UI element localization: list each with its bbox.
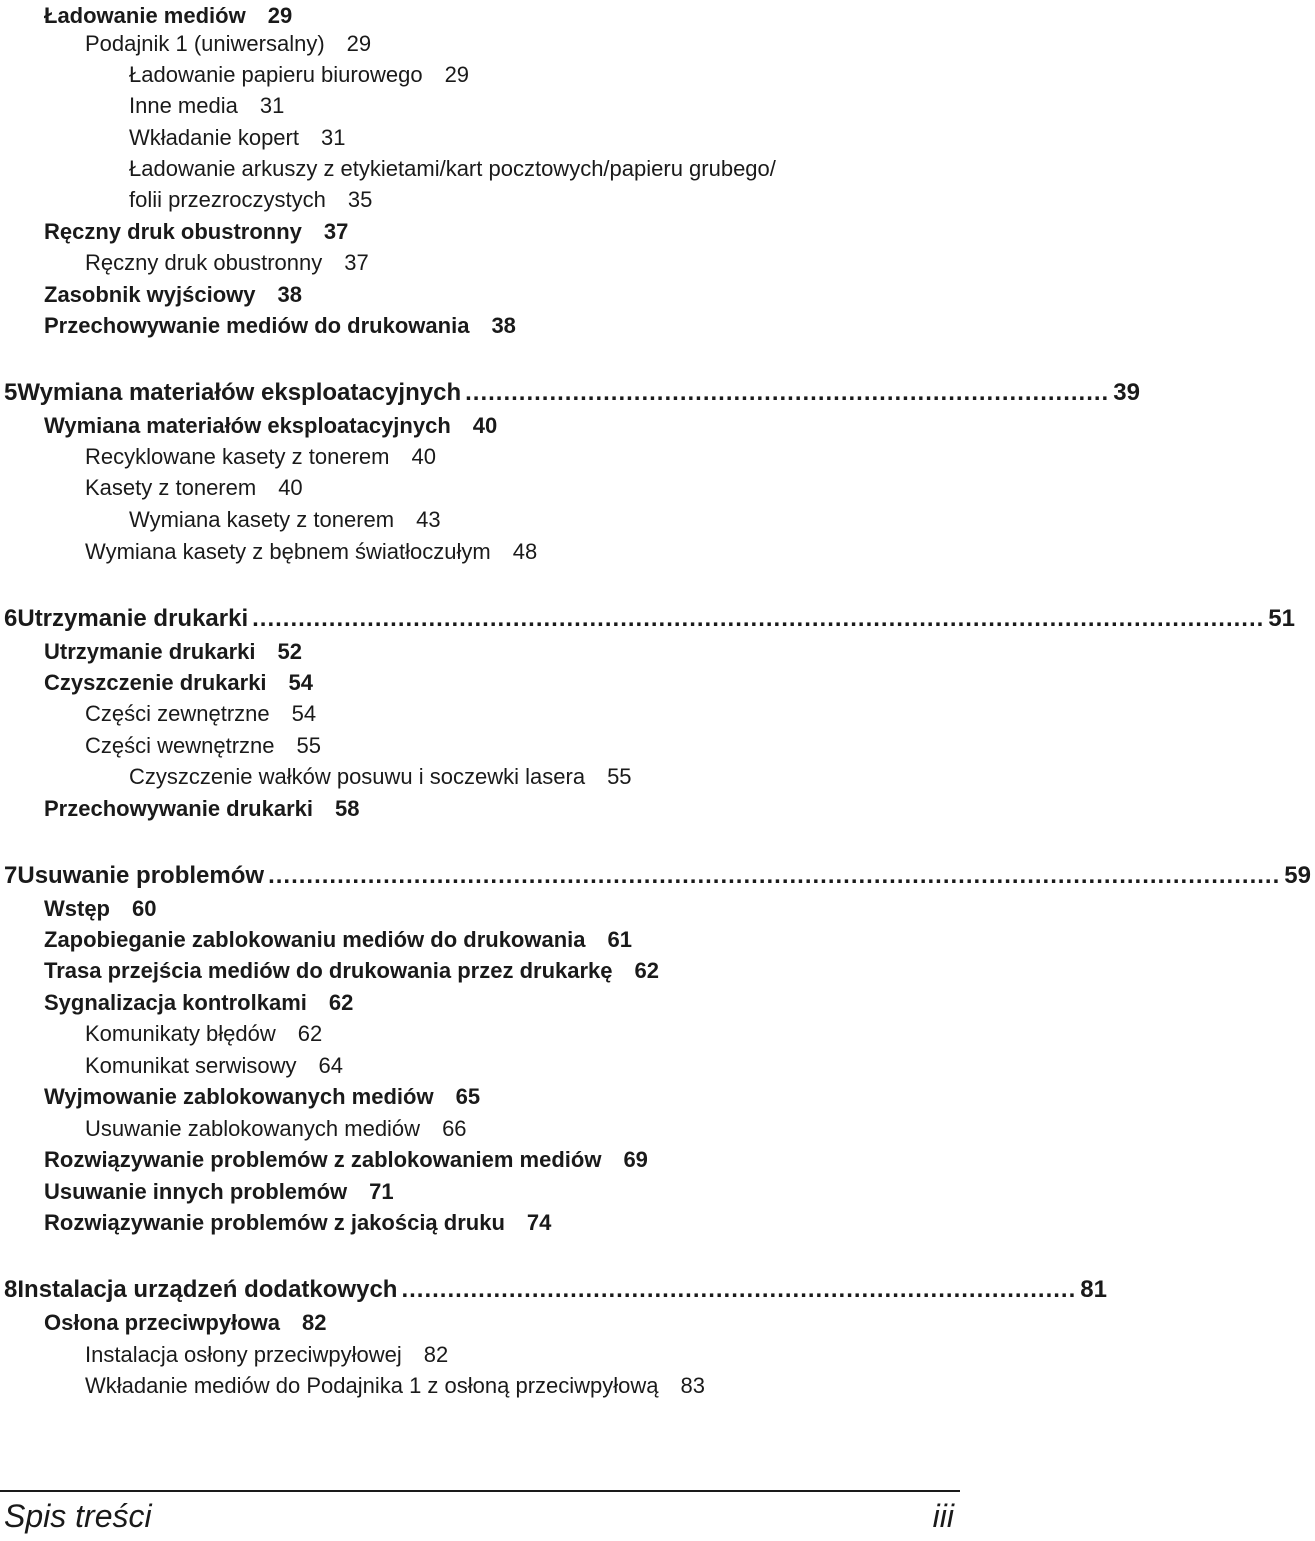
toc-entry-title: Części wewnętrzne — [85, 733, 275, 758]
toc-entry-page: 62 — [328, 990, 354, 1015]
toc-entry-page: 54 — [291, 701, 317, 726]
toc-entry-title: Ładowanie papieru biurowego — [129, 62, 423, 87]
toc-entry-page: 40 — [472, 413, 498, 438]
toc-entry-title: Utrzymanie drukarki — [44, 639, 256, 664]
toc-entry[interactable] — [0, 28, 960, 59]
toc-entry[interactable] — [0, 279, 960, 310]
toc-entry-title: Kasety z tonerem — [85, 475, 257, 500]
toc-entry-page: 61 — [607, 927, 632, 952]
toc-entry-page: 38 — [491, 313, 516, 338]
dot-leader: .................................................................................................................................... — [268, 862, 1281, 889]
toc-entry-page: 54 — [288, 670, 314, 695]
toc-entry[interactable] — [0, 1339, 960, 1370]
chapter-title: Instalacja urządzeń dodatkowych — [17, 1276, 398, 1303]
toc-entry-title: Instalacja osłony przeciwpyłowej — [85, 1342, 402, 1367]
toc-entry[interactable] — [0, 1050, 960, 1081]
toc-entry[interactable] — [0, 698, 960, 729]
toc-entry-page: 69 — [623, 1147, 648, 1172]
toc-entry-title: Komunikaty błędów — [85, 1021, 276, 1046]
toc-entry-title: Usuwanie innych problemów — [44, 1179, 348, 1204]
toc-entry[interactable] — [0, 1113, 960, 1144]
chapter-title: Wymiana materiałów eksploatacyjnych — [17, 379, 462, 406]
toc-entry-title: Przechowywanie mediów do drukowania — [44, 313, 470, 338]
toc-entry-title: Osłona przeciwpyłowa — [44, 1310, 280, 1335]
toc-entry[interactable] — [0, 472, 960, 503]
toc-entry-title: Ładowanie arkuszy z etykietami/kart pocztowych/papieru grubego/ — [129, 156, 776, 181]
toc-entry-title: Inne media — [129, 93, 238, 118]
footer-divider — [0, 1490, 960, 1492]
toc-entry[interactable] — [0, 90, 960, 121]
toc-entry-page: 83 — [680, 1373, 706, 1398]
toc-entry[interactable] — [0, 1176, 960, 1207]
toc-entry[interactable] — [0, 987, 960, 1018]
chapter-page: 51 — [1268, 605, 1295, 632]
toc-entry-title: Zasobnik wyjściowy — [44, 282, 256, 307]
toc-entry-page: 58 — [335, 796, 360, 821]
toc-entry-page: 52 — [277, 639, 303, 664]
footer-section-title: Spis treści — [4, 1498, 152, 1534]
toc-entry[interactable] — [0, 441, 960, 472]
toc-entry-page: 60 — [132, 896, 157, 921]
dot-leader: .................................................................................................................................... — [252, 605, 1265, 632]
toc-entry-title: Zapobieganie zablokowaniu mediów do drukowania — [44, 927, 586, 952]
toc-entry[interactable] — [0, 122, 960, 153]
toc-entry-title: Wymiana kasety z tonerem — [129, 507, 395, 532]
toc-entry[interactable] — [0, 1207, 960, 1238]
toc-entry-title: Trasa przejścia mediów do drukowania przez drukarkę — [44, 958, 613, 983]
toc-entry-page: 29 — [444, 62, 470, 87]
chapter-title: Utrzymanie drukarki — [17, 605, 249, 632]
toc-entry[interactable] — [0, 1144, 960, 1175]
toc-entry-page: 65 — [455, 1084, 481, 1109]
toc-entry[interactable] — [0, 1081, 960, 1112]
toc-entry-title: Wkładanie mediów do Podajnika 1 z osłoną przeciwpyłową — [85, 1373, 659, 1398]
toc-entry-page: 37 — [323, 219, 349, 244]
toc-entry-title: Ręczny druk obustronny — [85, 250, 323, 275]
toc-entry-page: 29 — [267, 3, 293, 28]
chapter-page: 81 — [1080, 1276, 1107, 1303]
toc-entry-page: 82 — [301, 1310, 327, 1335]
toc-entry-page: 37 — [344, 250, 369, 275]
toc-entry-page: 31 — [320, 125, 346, 150]
toc-entry[interactable] — [0, 184, 960, 215]
toc-entry[interactable] — [0, 59, 960, 90]
toc-entry-page: 40 — [411, 444, 436, 469]
toc-entry[interactable] — [0, 924, 960, 955]
toc-entry-page: 55 — [607, 764, 632, 789]
toc-entry-page: 31 — [259, 93, 285, 118]
toc-entry[interactable] — [0, 667, 960, 698]
chapter-page: 59 — [1284, 862, 1311, 889]
toc-entry-title: Wyjmowanie zablokowanych mediów — [44, 1084, 434, 1109]
toc-entry-title: Recyklowane kasety z tonerem — [85, 444, 390, 469]
toc-entry-page: 40 — [278, 475, 303, 500]
toc-entry[interactable] — [0, 410, 960, 441]
chapter-page: 39 — [1113, 379, 1140, 406]
toc-entry-page: 48 — [512, 539, 538, 564]
toc-entry-title: Przechowywanie drukarki — [44, 796, 313, 821]
chapter-number: 8 — [4, 1276, 18, 1303]
toc-entry-title: Podajnik 1 (uniwersalny) — [85, 31, 325, 56]
toc-entry[interactable] — [0, 504, 960, 535]
toc-entry[interactable] — [0, 536, 960, 567]
toc-entry-title: Rozwiązywanie problemów z jakością druku — [44, 1210, 505, 1235]
toc-entry-page: 66 — [442, 1116, 467, 1141]
toc-entry-title: Wkładanie kopert — [129, 125, 299, 150]
toc-entry-page: 29 — [346, 31, 372, 56]
chapter-heading[interactable] — [0, 376, 1140, 410]
toc-entry[interactable] — [0, 247, 960, 278]
toc-entry-title: Komunikat serwisowy — [85, 1053, 297, 1078]
dot-leader: ........................................................................................ — [401, 1276, 1077, 1303]
toc-entry[interactable] — [0, 310, 960, 341]
chapter-title: Usuwanie problemów — [17, 862, 265, 889]
toc-entry[interactable] — [0, 1370, 960, 1401]
toc-entry-page: 74 — [526, 1210, 552, 1235]
toc-entry-title: Czyszczenie wałków posuwu i soczewki lasera — [129, 764, 586, 789]
toc-entry-page: 62 — [634, 958, 660, 983]
toc-entry[interactable] — [0, 793, 960, 824]
toc-entry-page: 35 — [347, 187, 373, 212]
toc-entry-page: 62 — [297, 1021, 323, 1046]
toc-entry-page: 43 — [416, 507, 441, 532]
toc-entry[interactable] — [0, 1307, 960, 1338]
toc-entry-title: Części zewnętrzne — [85, 701, 270, 726]
chapter-number: 7 — [4, 862, 18, 889]
toc-entry[interactable] — [0, 636, 960, 667]
toc-entry-title: Wymiana kasety z bębnem światłoczułym — [85, 539, 491, 564]
toc-entry[interactable] — [0, 893, 960, 924]
dot-leader: .................................................................................... — [465, 379, 1110, 406]
chapter-number: 5 — [4, 379, 18, 406]
toc-entry-title: Wstęp — [44, 896, 110, 921]
toc-entry-page: 38 — [277, 282, 302, 307]
toc-entry-page: 55 — [296, 733, 321, 758]
toc-entry-title: Czyszczenie drukarki — [44, 670, 267, 695]
chapter-number: 6 — [4, 605, 18, 632]
toc-entry-title: Wymiana materiałów eksploatacyjnych — [44, 413, 451, 438]
chapter-heading[interactable] — [0, 859, 1311, 893]
toc-entry-page: 64 — [318, 1053, 343, 1078]
toc-entry-title: Rozwiązywanie problemów z zablokowaniem mediów — [44, 1147, 602, 1172]
toc-entry-title: folii przezroczystych — [129, 187, 326, 212]
toc-entry[interactable] — [0, 216, 960, 247]
toc-entry[interactable] — [0, 955, 960, 986]
chapter-heading[interactable] — [0, 1273, 1107, 1307]
toc-entry[interactable] — [0, 1018, 960, 1049]
toc-entry-title: Sygnalizacja kontrolkami — [44, 990, 307, 1015]
toc-entry[interactable] — [0, 730, 960, 761]
footer-page-number: iii — [932, 1498, 954, 1534]
toc-entry[interactable] — [0, 0, 960, 31]
toc-entry[interactable] — [0, 153, 960, 184]
toc-entry-page: 71 — [369, 1179, 394, 1204]
toc-entry-title: Ładowanie mediów — [44, 3, 246, 28]
toc-entry-title: Ręczny druk obustronny — [44, 219, 302, 244]
toc-entry[interactable] — [0, 761, 960, 792]
toc-entry-title: Usuwanie zablokowanych mediów — [85, 1116, 421, 1141]
toc-entry-page: 82 — [423, 1342, 449, 1367]
chapter-heading[interactable] — [0, 602, 1295, 636]
